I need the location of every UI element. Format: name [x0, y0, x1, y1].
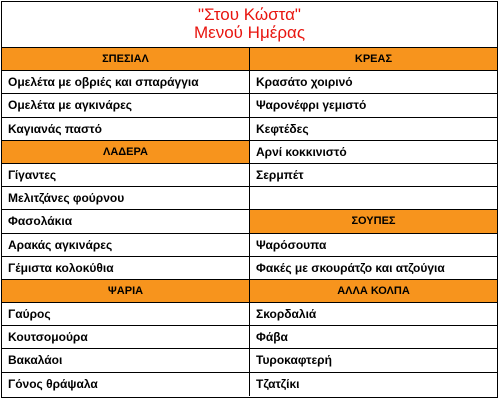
- menu-item: Τζατζίκι: [256, 376, 300, 391]
- menu-item: Αρνί κοκκινιστό: [250, 141, 497, 164]
- restaurant-name: "Στου Κώστα": [198, 5, 301, 24]
- menu-item: Κρασάτο χοιρινό: [250, 71, 497, 94]
- section-header-meat: ΚΡΕΑΣ: [250, 48, 497, 71]
- menu-item-empty: [250, 187, 497, 210]
- menu-item: Σερμπέτ: [250, 164, 497, 187]
- section-header-ladera: ΛΑΔΕΡΑ: [2, 141, 249, 164]
- menu-item: Κουτσομούρα: [2, 326, 249, 349]
- menu-item: Αρακάς αγκινάρες: [2, 234, 249, 257]
- daily-menu-sheet: [1, 1, 498, 398]
- section-header-other: ΑΛΛΑ ΚΟΛΠΑ: [250, 280, 497, 303]
- menu-subtitle: Μενού Ημέρας: [193, 23, 306, 42]
- section-header-fish: ΨΑΡΙΑ: [2, 280, 249, 303]
- menu-item: Φασολάκια: [2, 210, 249, 233]
- left-column: [2, 48, 250, 396]
- menu-item: Ομελέτα με οβριές και σπαράγγια: [2, 71, 249, 94]
- right-column: [250, 48, 497, 396]
- section-header-soups: ΣΟΥΠΕΣ: [250, 210, 497, 233]
- menu-title: [2, 2, 497, 48]
- section-header-specials: ΣΠΕΣΙΑΛ: [2, 48, 249, 71]
- menu-item: Γόνος θράψαλα: [8, 376, 98, 391]
- menu-item: Τυροκαφτερή: [250, 349, 497, 372]
- menu-item: Ψαρόσουπα: [250, 234, 497, 257]
- menu-item: Κεφτέδες: [250, 118, 497, 141]
- menu-item: Σκορδαλιά: [250, 303, 497, 326]
- menu-item: Ομελέτα με αγκινάρες: [2, 94, 249, 117]
- menu-item: Ψαρονέφρι γεμιστό: [250, 94, 497, 117]
- menu-item: Γέμιστα κολοκύθια: [2, 257, 249, 280]
- menu-item: Μελιτζάνες φούρνου: [2, 187, 249, 210]
- menu-item: Βακαλάοι: [2, 349, 249, 372]
- menu-item: Καγιανάς παστό: [2, 118, 249, 141]
- menu-item: Φάβα: [250, 326, 497, 349]
- menu-item: Γαύρος: [2, 303, 249, 326]
- menu-item: Φακές με σκουράτζο και ατζούγια: [250, 257, 497, 280]
- menu-item: Γίγαντες: [2, 164, 249, 187]
